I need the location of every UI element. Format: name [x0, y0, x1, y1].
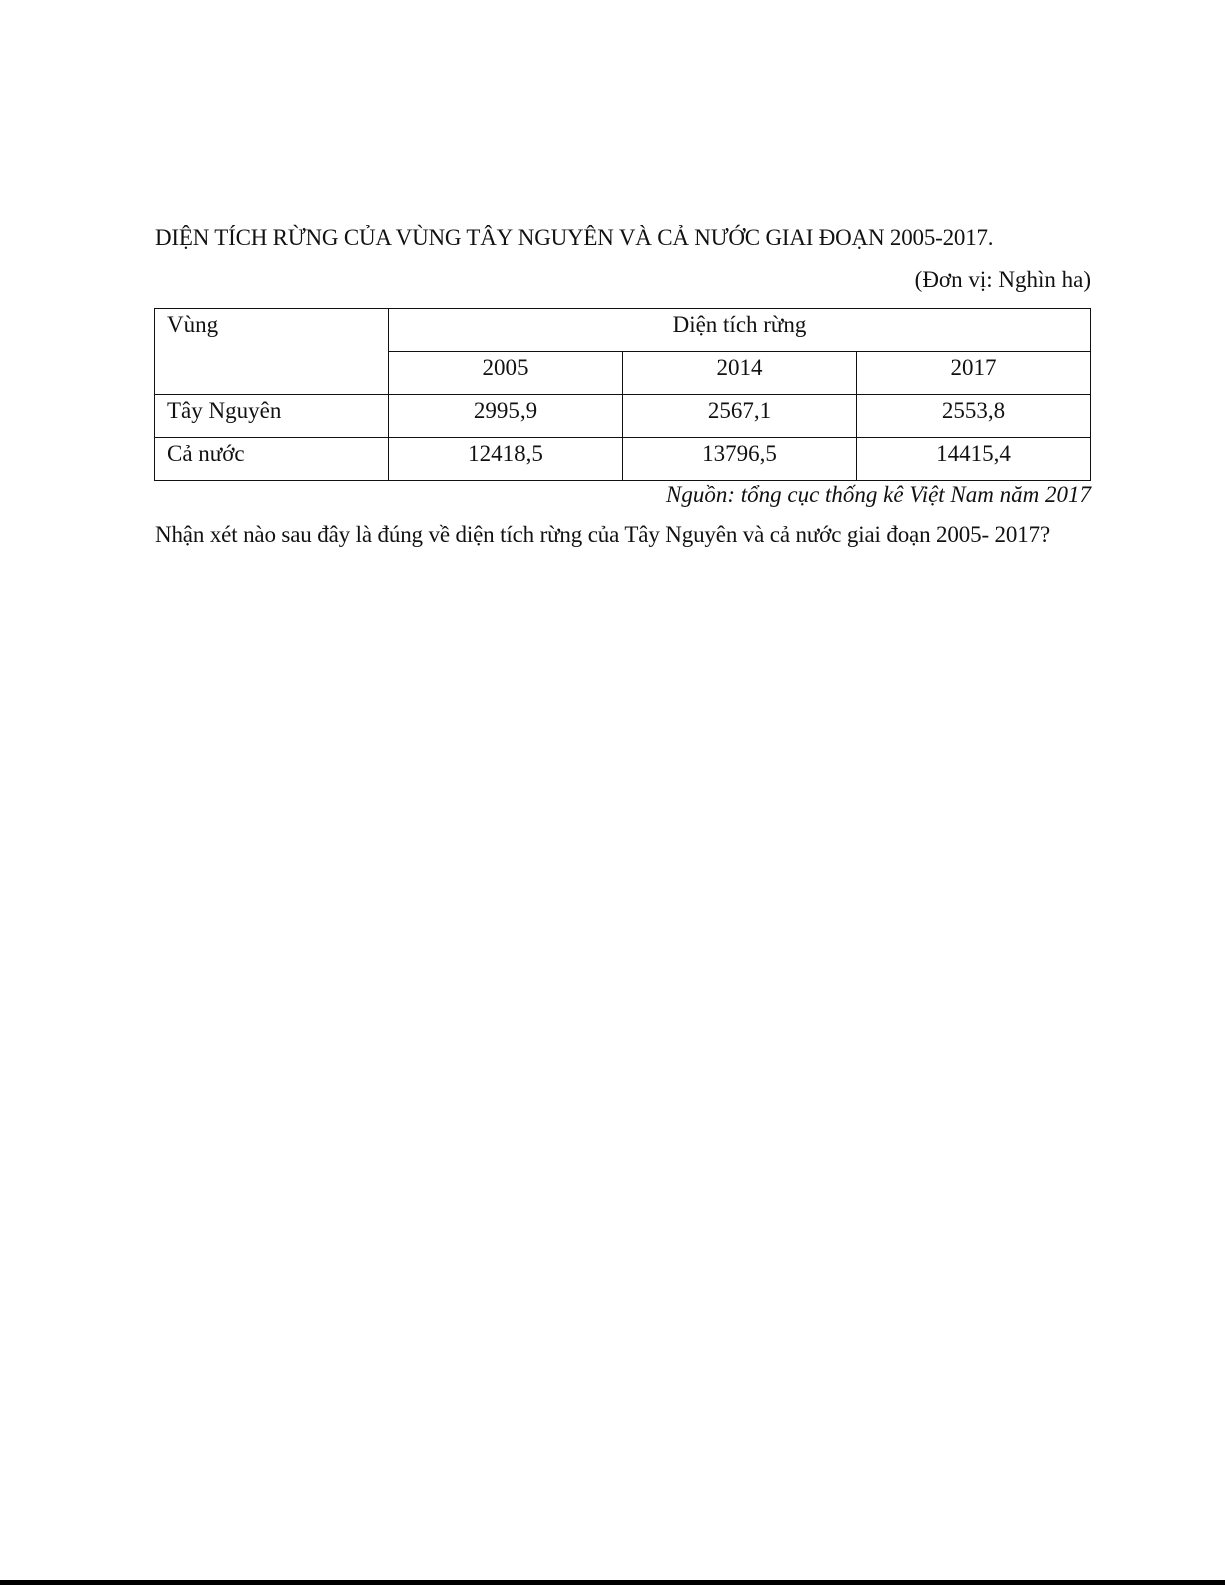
value-cell: 14415,4 — [856, 438, 1090, 481]
group-header-cell: Diện tích rừng — [388, 309, 1090, 352]
value-cell: 13796,5 — [622, 438, 856, 481]
bottom-border — [0, 1580, 1225, 1585]
value-cell: 2567,1 — [622, 395, 856, 438]
region-cell: Cả nước — [155, 438, 389, 481]
region-cell: Tây Nguyên — [155, 395, 389, 438]
value-cell: 12418,5 — [388, 438, 622, 481]
table-header-row — [155, 309, 1091, 352]
region-header-cell: Vùng — [155, 309, 389, 395]
table-row — [155, 395, 1091, 438]
unit-note: (Đơn vị: Nghìn ha) — [914, 267, 1091, 292]
table-row — [155, 438, 1091, 481]
year-header-cell: 2005 — [388, 352, 622, 395]
forest-area-table — [154, 308, 1091, 481]
question-text: Nhận xét nào sau đây là đúng về diện tích rừng của Tây Nguyên và cả nước giai đoạn 2005- 2017? — [155, 522, 1051, 547]
year-header-cell: 2014 — [622, 352, 856, 395]
source-note: Nguồn: tổng cục thống kê Việt Nam năm 2017 — [665, 482, 1091, 507]
year-header-cell: 2017 — [856, 352, 1090, 395]
value-cell: 2553,8 — [856, 395, 1090, 438]
document-title: DIỆN TÍCH RỪNG CỦA VÙNG TÂY NGUYÊN VÀ CẢ NƯỚC GIAI ĐOẠN 2005-2017. — [155, 225, 994, 250]
value-cell: 2995,9 — [388, 395, 622, 438]
